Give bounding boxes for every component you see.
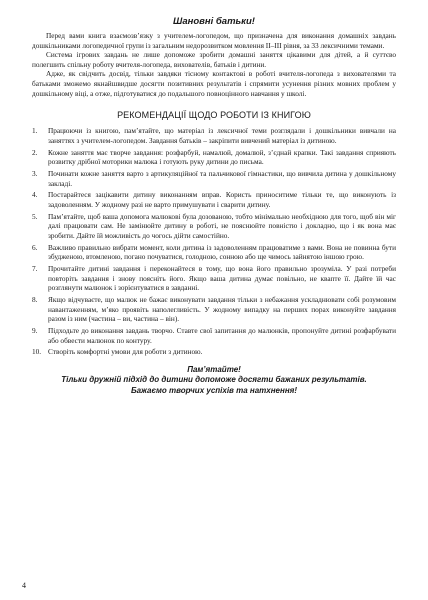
closing-line: Тільки дружній підхід до дитини допоможе досягти бажаних результатів.: [61, 375, 367, 385]
closing-line: Пам’ятайте!: [187, 364, 241, 374]
item-text: Прочитайте дитині завдання і переконайтеся в тому, що вона його правильно зрозуміла. У разі потреби повторіть завдання і знову поясніть його. Якщо ваша дитина думає повільно, не квапте її. Дайте їй час розглянути малюнок і зорієнтуватися в завданні.: [48, 264, 396, 293]
item-number: 4.: [32, 190, 38, 200]
closing-line: Бажаємо творчих успіхів та натхнення!: [130, 385, 298, 395]
item-number: 3.: [32, 168, 38, 178]
recommendation-item: [32, 169, 396, 188]
recommendation-item: [32, 243, 396, 262]
intro-section: [32, 31, 396, 98]
item-text: Якщо відчуваєте, що малюк не бажає виконувати завдання тільки з небажання ускладнювати собі розумовим навантаженням, м’яко проявіть наполегливість. У жодному випадку на перших порах виконуйте завдання разом із ним (частина – ви, частина – він).: [48, 294, 396, 324]
recommendation-item: [32, 126, 396, 145]
item-text: Працюючи із книгою, пам’ятайте, що матеріал із лексичної теми розглядали і дошкільники вивчали на заняттях з учителем-логопедом. Завдання батьків – закріпити вивчений матеріал із дитиною.: [48, 126, 396, 145]
intro-paragraph: Перед вами книга взаємозв’язку з учителем-логопедом, що призначена для виконання домашніх завдань дошкільниками логопедичної групи із загальним недорозвитком мовлення ІІ–ІІІ рівня, за 33 лексичними темами.: [32, 31, 396, 50]
intro-paragraph: Адже, як свідчить досвід, тільки завдяки тісному контактові в роботі вчителя-логопеда з вихователями та батьками зможемо якнайшвидше досягти позитивних результатів і спрямити усунення різних мовних проблем у дошкільному віці, а отже, підготуватися до подальшого повноцінного навчання у школі.: [32, 69, 396, 98]
recommendations-list: [32, 126, 396, 357]
page-number: 4: [22, 581, 26, 590]
recommendation-item: [32, 190, 396, 209]
item-number: 9.: [32, 325, 38, 335]
recommendation-item: [32, 326, 396, 345]
greeting-heading: Шановні батьки!: [173, 16, 255, 27]
recommendation-item: [32, 148, 396, 167]
recommendation-item: [32, 212, 396, 241]
recommendations-title: РЕКОМЕНДАЦІЇ ЩОДО РОБОТИ ІЗ КНИГОЮ: [117, 110, 311, 121]
item-text: Важливо правильно вибрати момент, коли дитина із задоволенням працюватиме з вами. Вона не повинна бути збудженою, втомленою, погано почуватися, голодною, сонною або ще чимось зайнятою іншою грою.: [48, 242, 396, 262]
recommendation-item: [32, 347, 396, 357]
item-number: 1.: [32, 126, 38, 136]
intro-paragraph: Система ігрових завдань не лише допоможе зробити домашні заняття цікавими для дітей, а й суттєво полегшить спільну роботу вчителя-логопеда, вихователів, батьків і дитини.: [32, 50, 396, 69]
item-number: 6.: [32, 242, 38, 252]
item-text: Кожне заняття має творче завдання: розфарбуй, намалюй, домалюй, з’єднай крапки. Такі завдання сприяють розвитку дрібної моторики малюка і готують руку дитини до письма.: [48, 147, 396, 167]
recommendation-item: [32, 264, 396, 293]
item-text: Починати кожне заняття варто з артикуляційної та пальчикової гімнастики, що вивчила дитина у дошкільному закладі.: [48, 168, 396, 188]
item-number: 8.: [32, 294, 38, 304]
item-text: Створіть комфортні умови для роботи з дитиною.: [48, 347, 203, 357]
item-number: 10.: [32, 347, 42, 357]
item-number: 7.: [32, 264, 38, 273]
closing-note: [32, 365, 396, 397]
recommendation-item: [32, 295, 396, 324]
item-number: 2.: [32, 147, 38, 157]
item-text: Пам’ятайте, щоб ваша допомога малюкові була дозованою, тобто мінімально необхідною для того, щоб він міг далі працювати сам. Не замінюйте дитину в роботі, не пояснюйте повністю і докладно, що і як вона має зробити. Дайте їй можливість до чогось дійти самостійно.: [48, 211, 396, 240]
item-text: Постарайтеся зацікавити дитину виконанням вправ. Користь приноситиме тільки те, що виконують із задоволенням. У жодному разі не варто примушувати і сварити дитину.: [48, 190, 396, 209]
item-text: Підходьте до виконання завдань творчо. Ставте свої запитання до малюнків, пропонуйте дитині розфарбувати або обвести малюнок по контуру.: [48, 325, 396, 345]
item-number: 5.: [32, 211, 38, 221]
